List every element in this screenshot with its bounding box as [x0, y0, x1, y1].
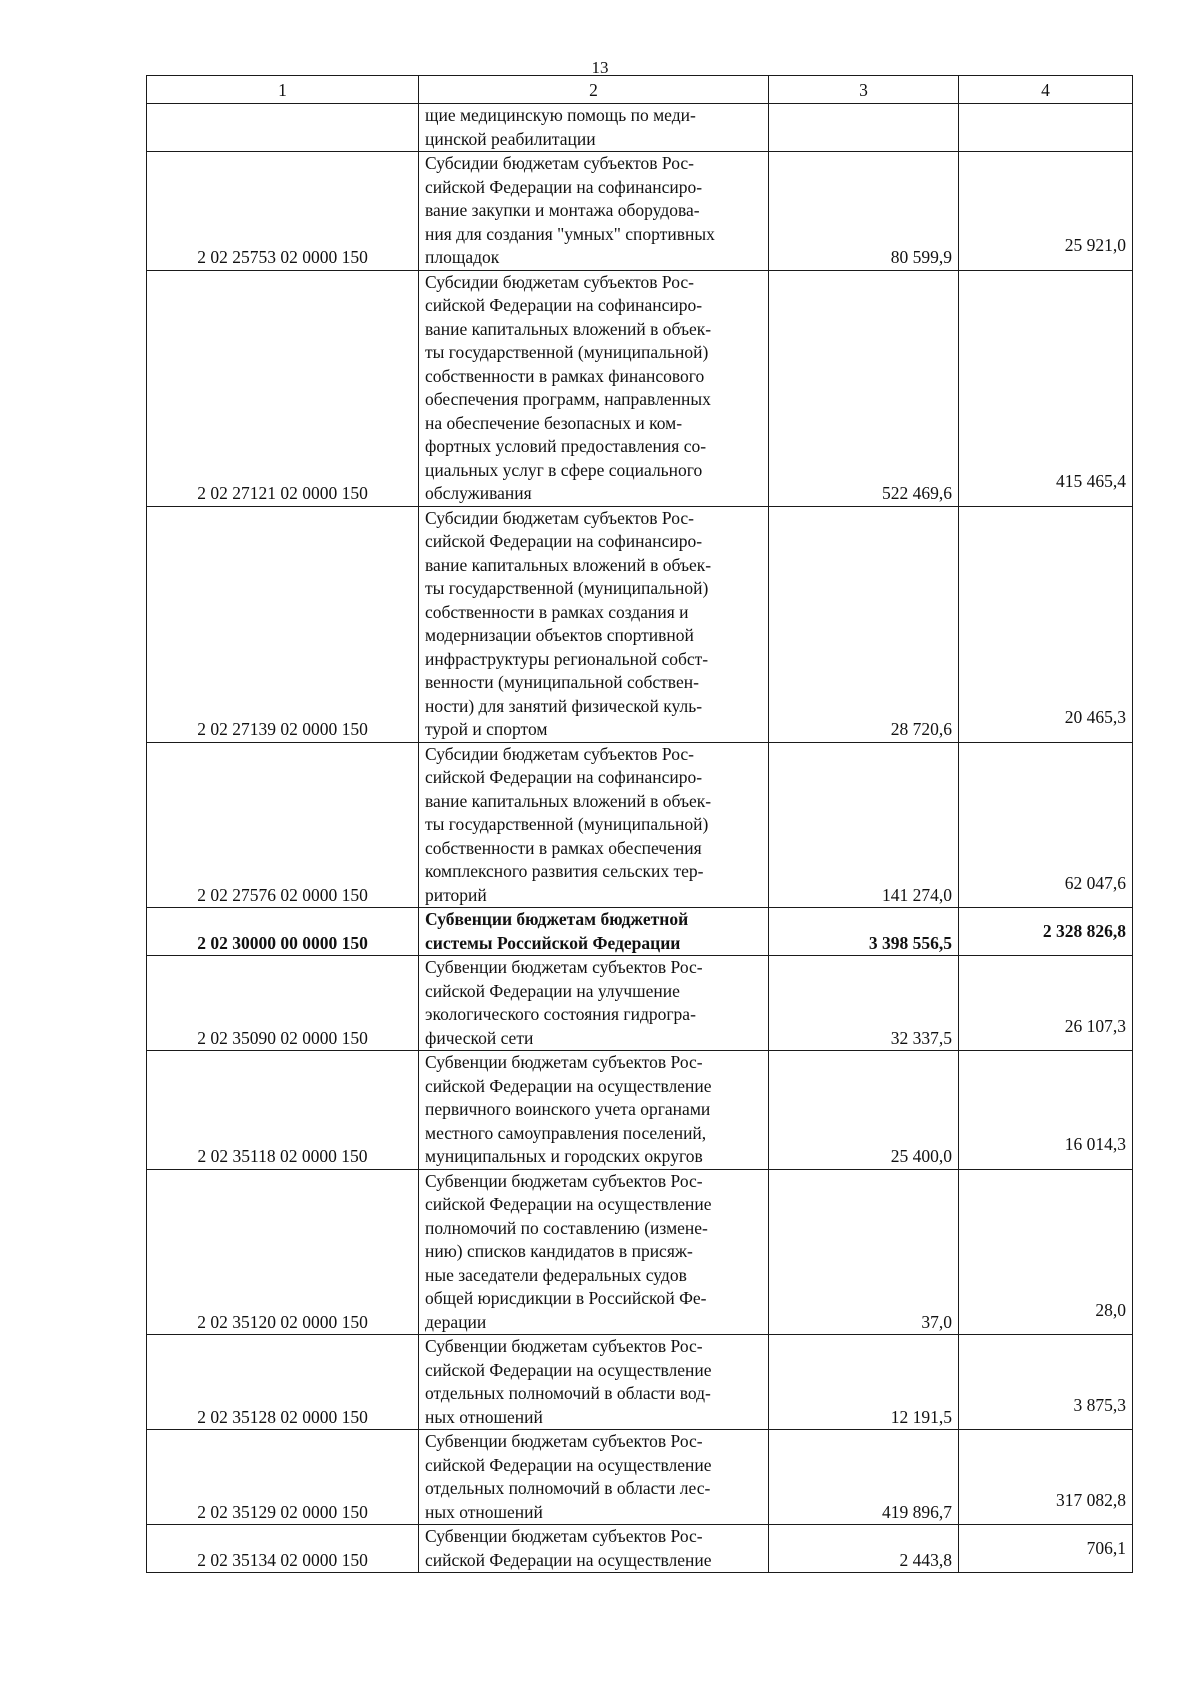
- amount-col-4-cell: 28,0: [959, 1169, 1133, 1335]
- table-row: [147, 152, 1133, 271]
- header-col-4: 4: [959, 76, 1133, 104]
- description-cell: Субвенции бюджетам субъектов Рос- сийской Федерации на улучшение экологического состояния гидрогра- фической сети: [419, 956, 769, 1051]
- amount-col-4-cell: 415 465,4: [959, 270, 1133, 506]
- description-cell: Субвенции бюджетам субъектов Рос- сийской Федерации на осуществление: [419, 1525, 769, 1573]
- header-col-3: 3: [769, 76, 959, 104]
- description-cell: Субвенции бюджетам субъектов Рос- сийской Федерации на осуществление отдельных полномочий в области вод- ных отношений: [419, 1335, 769, 1430]
- amount-col-3-cell: [769, 104, 959, 152]
- table-row: [147, 1335, 1133, 1430]
- table-row: [147, 908, 1133, 956]
- budget-code-cell: 2 02 35134 02 0000 150: [147, 1525, 419, 1573]
- budget-code-cell: 2 02 35118 02 0000 150: [147, 1051, 419, 1170]
- amount-col-4-cell: 62 047,6: [959, 742, 1133, 908]
- table-row: [147, 1051, 1133, 1170]
- amount-col-3-cell: 522 469,6: [769, 270, 959, 506]
- amount-col-4-cell: 26 107,3: [959, 956, 1133, 1051]
- budget-code-cell: 2 02 27576 02 0000 150: [147, 742, 419, 908]
- amount-col-3-cell: 12 191,5: [769, 1335, 959, 1430]
- description-cell: Субвенции бюджетам субъектов Рос- сийской Федерации на осуществление первичного воинского учета органами местного самоуправления поселений, муниципальных и городских округов: [419, 1051, 769, 1170]
- table-row: [147, 506, 1133, 742]
- budget-code-cell: 2 02 30000 00 0000 150: [147, 908, 419, 956]
- table-row: [147, 742, 1133, 908]
- budget-code-cell: 2 02 27121 02 0000 150: [147, 270, 419, 506]
- amount-col-3-cell: 141 274,0: [769, 742, 959, 908]
- amount-col-4-cell: 2 328 826,8: [959, 908, 1133, 956]
- amount-col-4-cell: 706,1: [959, 1525, 1133, 1573]
- header-col-1: 1: [147, 76, 419, 104]
- budget-code-cell: 2 02 35129 02 0000 150: [147, 1430, 419, 1525]
- budget-code-cell: 2 02 27139 02 0000 150: [147, 506, 419, 742]
- description-cell: щие медицинскую помощь по меди- цинской реабилитации: [419, 104, 769, 152]
- budget-code-cell: 2 02 35120 02 0000 150: [147, 1169, 419, 1335]
- table-row: [147, 956, 1133, 1051]
- budget-code-cell: 2 02 35128 02 0000 150: [147, 1335, 419, 1430]
- description-cell: Субвенции бюджетам субъектов Рос- сийской Федерации на осуществление полномочий по составлению (измене- нию) списков кандидатов в присяж- ные заседатели федеральных судов общей юрисдикции в Российской Фе- дерации: [419, 1169, 769, 1335]
- amount-col-3-cell: 2 443,8: [769, 1525, 959, 1573]
- amount-col-3-cell: 80 599,9: [769, 152, 959, 271]
- description-cell: Субсидии бюджетам субъектов Рос- сийской Федерации на софинансиро- вание капитальных вложений в объек- ты государственной (муниципальной) собственности в рамках создания и модернизации объектов спортивной инфраструктуры региональной собст- венности (муниципальной собствен- ности) для занятий физической куль- турой и спортом: [419, 506, 769, 742]
- amount-col-3-cell: 37,0: [769, 1169, 959, 1335]
- table-row: [147, 270, 1133, 506]
- revenue-table: [146, 75, 1133, 1573]
- budget-code-cell: 2 02 25753 02 0000 150: [147, 152, 419, 271]
- description-cell: Субсидии бюджетам субъектов Рос- сийской Федерации на софинансиро- вание капитальных вложений в объек- ты государственной (муниципальной) собственности в рамках финансового обеспечения программ, направленных на обеспечение безопасных и ком- фортных условий предоставления со- циальных услуг в сфере социального обслуживания: [419, 270, 769, 506]
- page-number: 13: [591, 58, 609, 77]
- table-row: [147, 1430, 1133, 1525]
- budget-code-cell: 2 02 35090 02 0000 150: [147, 956, 419, 1051]
- budget-code-cell: [147, 104, 419, 152]
- amount-col-3-cell: 28 720,6: [769, 506, 959, 742]
- description-cell: Субсидии бюджетам субъектов Рос- сийской Федерации на софинансиро- вание закупки и монтажа оборудова- ния для создания "умных" спортивных площадок: [419, 152, 769, 271]
- amount-col-4-cell: 25 921,0: [959, 152, 1133, 271]
- amount-col-4-cell: 3 875,3: [959, 1335, 1133, 1430]
- amount-col-4-cell: 317 082,8: [959, 1430, 1133, 1525]
- amount-col-4-cell: 20 465,3: [959, 506, 1133, 742]
- header-col-2: 2: [419, 76, 769, 104]
- table-row: [147, 104, 1133, 152]
- amount-col-3-cell: 25 400,0: [769, 1051, 959, 1170]
- amount-col-4-cell: 16 014,3: [959, 1051, 1133, 1170]
- table-row: [147, 1169, 1133, 1335]
- table-header-row: [147, 76, 1133, 104]
- amount-col-3-cell: 419 896,7: [769, 1430, 959, 1525]
- table-row: [147, 1525, 1133, 1573]
- amount-col-4-cell: [959, 104, 1133, 152]
- amount-col-3-cell: 3 398 556,5: [769, 908, 959, 956]
- amount-col-3-cell: 32 337,5: [769, 956, 959, 1051]
- description-cell: Субвенции бюджетам субъектов Рос- сийской Федерации на осуществление отдельных полномочий в области лес- ных отношений: [419, 1430, 769, 1525]
- description-cell: Субсидии бюджетам субъектов Рос- сийской Федерации на софинансиро- вание капитальных вложений в объек- ты государственной (муниципальной) собственности в рамках обеспечения комплексного развития сельских тер- риторий: [419, 742, 769, 908]
- table-body: [147, 76, 1133, 1573]
- description-cell: Субвенции бюджетам бюджетной системы Российской Федерации: [419, 908, 769, 956]
